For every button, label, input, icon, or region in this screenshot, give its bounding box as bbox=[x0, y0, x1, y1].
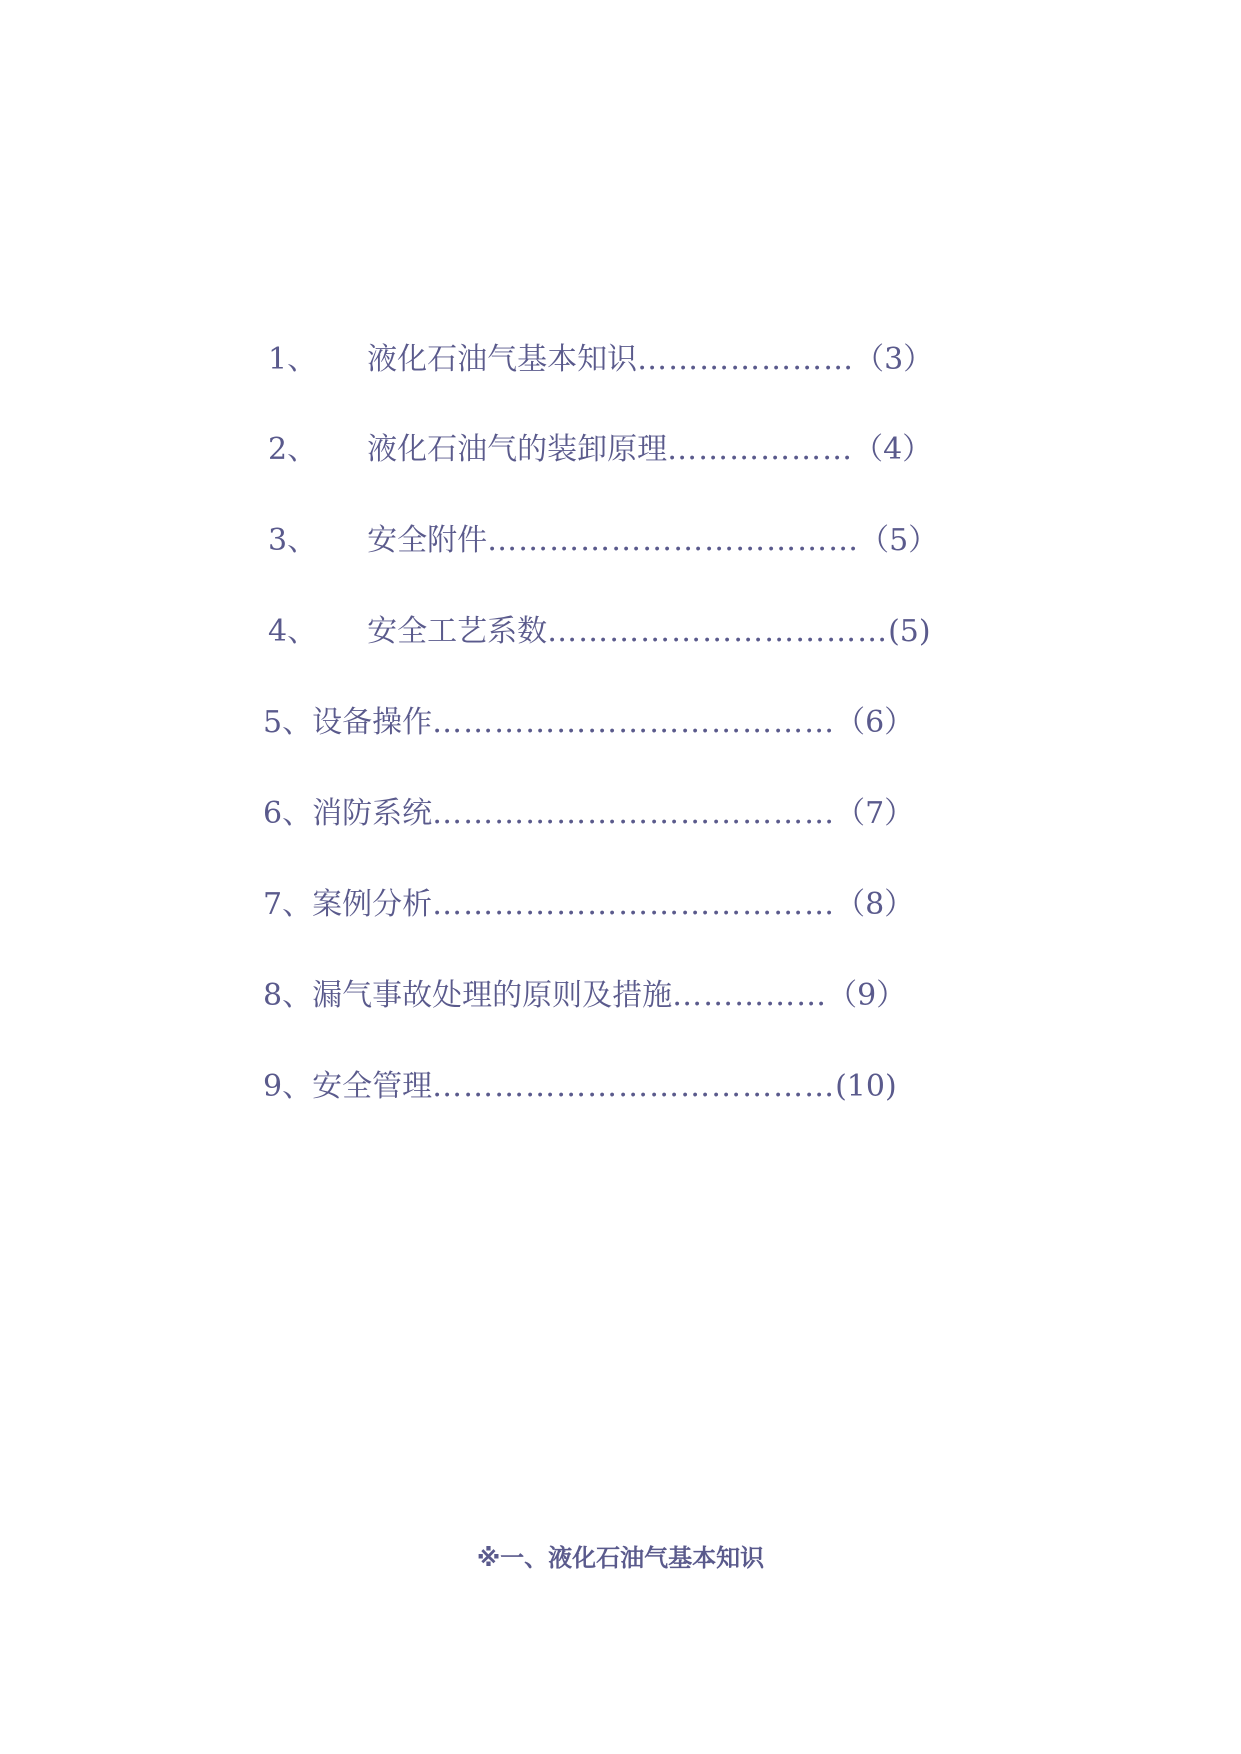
toc-entry-leader: ………………………………… bbox=[432, 887, 836, 922]
toc-entry-9[interactable] bbox=[263, 1067, 963, 1107]
toc-entry-2[interactable] bbox=[268, 430, 968, 470]
toc-entry-number: 2、 bbox=[268, 432, 318, 467]
toc-entry-leader: ………………… bbox=[637, 342, 855, 377]
toc-entry-page: （6） bbox=[835, 705, 915, 740]
toc-entry-number: 8、 bbox=[263, 978, 313, 1013]
toc-entry-page: (10) bbox=[835, 1069, 897, 1104]
toc-entry-number: 6、 bbox=[263, 796, 313, 831]
toc-entry-leader: …………… bbox=[672, 978, 828, 1013]
toc-entry-number: 1、 bbox=[268, 342, 318, 377]
toc-entry-title: 消防系统 bbox=[312, 796, 433, 831]
toc-entry-leader: ………………………………… bbox=[432, 1069, 836, 1104]
toc-entry-title: 安全管理 bbox=[312, 1069, 433, 1104]
toc-entry-8[interactable] bbox=[263, 976, 963, 1016]
toc-entry-leader: ………………………………… bbox=[432, 796, 836, 831]
toc-entry-number: 5、 bbox=[263, 705, 313, 740]
section-heading: ※一、液化石油气基本知识 bbox=[476, 1544, 765, 1572]
toc-entry-page: （7） bbox=[835, 796, 915, 831]
toc-entry-page: （5） bbox=[859, 523, 939, 558]
toc-entry-leader: …………………………… bbox=[547, 614, 889, 649]
toc-entry-title: 安全工艺系数 bbox=[367, 614, 548, 649]
toc-entry-leader: ……………… bbox=[667, 432, 854, 467]
toc-entry-title: 设备操作 bbox=[312, 705, 433, 740]
toc-entry-page: （3） bbox=[854, 342, 934, 377]
toc-entry-page: （9） bbox=[827, 978, 907, 1013]
toc-entry-page: (5) bbox=[888, 614, 931, 649]
toc-entry-title: 液化石油气的装卸原理 bbox=[367, 432, 668, 467]
toc-entry-title: 液化石油气基本知识 bbox=[367, 342, 638, 377]
toc-entry-title: 案例分析 bbox=[312, 887, 433, 922]
toc-entry-5[interactable] bbox=[263, 703, 963, 743]
toc-entry-page: （8） bbox=[835, 887, 915, 922]
toc-entry-7[interactable] bbox=[263, 885, 963, 925]
toc-entry-1[interactable] bbox=[268, 340, 968, 380]
toc-entry-title: 安全附件 bbox=[367, 523, 488, 558]
toc-entry-3[interactable] bbox=[268, 521, 968, 561]
toc-entry-number: 3、 bbox=[268, 523, 318, 558]
toc-entry-number: 4、 bbox=[268, 614, 318, 649]
toc-entry-number: 9、 bbox=[263, 1069, 313, 1104]
toc-entry-page: （4） bbox=[853, 432, 933, 467]
toc-entry-leader: ……………………………… bbox=[487, 523, 860, 558]
toc-entry-leader: ………………………………… bbox=[432, 705, 836, 740]
toc-entry-number: 7、 bbox=[263, 887, 313, 922]
toc-entry-6[interactable] bbox=[263, 794, 963, 834]
toc-entry-4[interactable] bbox=[268, 612, 968, 652]
toc-entry-title: 漏气事故处理的原则及措施 bbox=[312, 978, 673, 1013]
